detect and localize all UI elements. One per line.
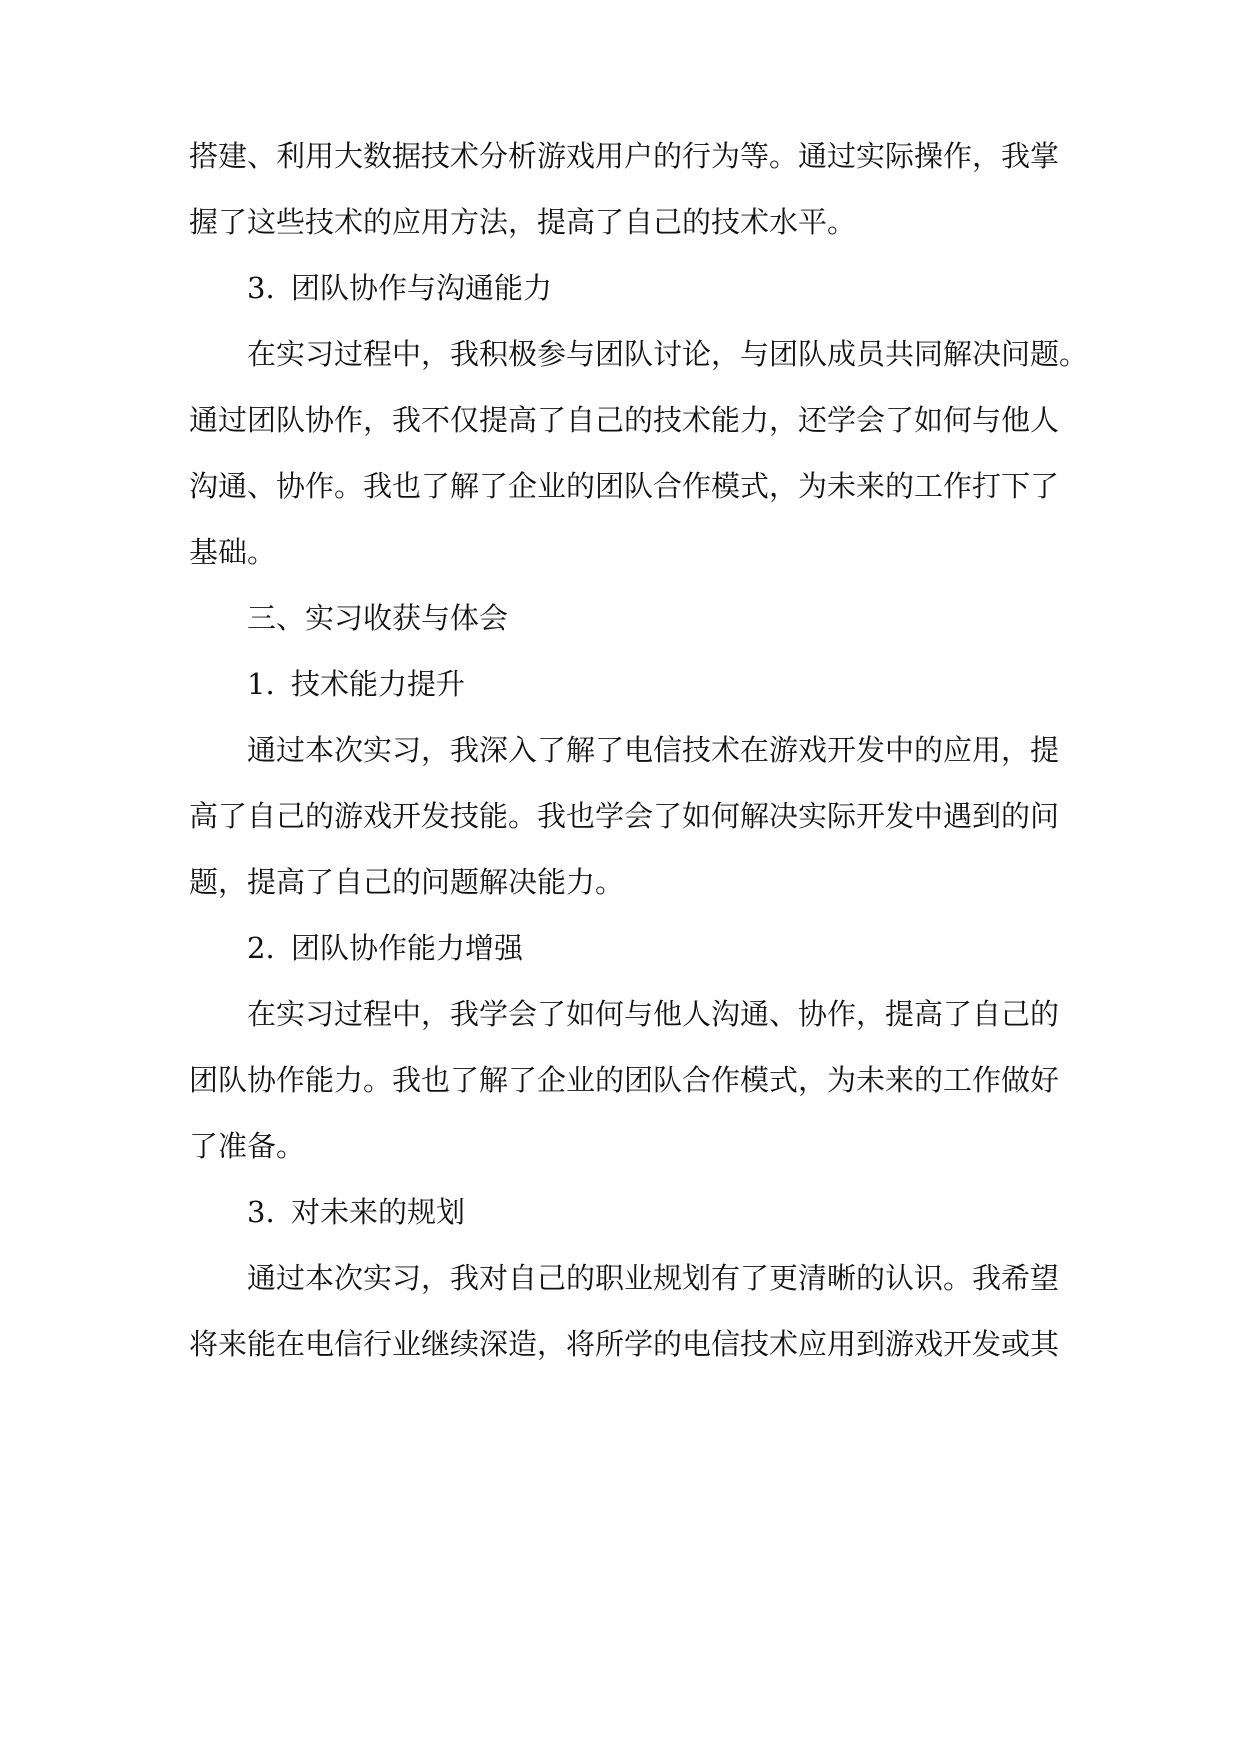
paragraph-line: 基础。 <box>189 535 277 569</box>
paragraph-line: 在实习过程中，我学会了如何与他人沟通、协作，提高了自己的 <box>247 997 1060 1031</box>
heading-number: 2. <box>247 931 275 965</box>
paragraph-line: 搭建、利用大数据技术分析游戏用户的行为等。通过实际操作，我掌 <box>189 139 1060 173</box>
paragraph-line: 通过团队协作，我不仅提高了自己的技术能力，还学会了如何与他人 <box>189 403 1060 437</box>
section-heading <box>247 1192 1117 1232</box>
heading-number: 3. <box>247 1195 275 1229</box>
heading-text: 团队协作与沟通能力 <box>291 271 553 305</box>
heading-text: 对未来的规划 <box>291 1195 466 1229</box>
heading-text: 团队协作能力增强 <box>291 931 524 965</box>
section-heading <box>247 664 1117 704</box>
paragraph-line: 沟通、协作。我也了解了企业的团队合作模式，为未来的工作打下了 <box>189 469 1060 503</box>
paragraph-line: 通过本次实习，我深入了解了电信技术在游戏开发中的应用，提 <box>247 733 1060 767</box>
paragraph-line: 握了这些技术的应用方法，提高了自己的技术水平。 <box>189 205 857 239</box>
heading-text: 技术能力提升 <box>291 667 466 701</box>
paragraph-line: 题，提高了自己的问题解决能力。 <box>189 865 625 899</box>
heading-number: 3. <box>247 271 275 305</box>
section-heading <box>247 928 1117 968</box>
paragraph-line: 将来能在电信行业继续深造，将所学的电信技术应用到游戏开发或其 <box>189 1327 1060 1361</box>
section-heading <box>247 268 1117 308</box>
paragraph-line: 了准备。 <box>189 1129 306 1163</box>
heading-number: 1. <box>247 667 275 701</box>
paragraph-line: 在实习过程中，我积极参与团队讨论，与团队成员共同解决问题。 <box>247 337 1089 371</box>
chapter-heading: 三、实习收获与体会 <box>247 601 509 635</box>
paragraph-line: 高了自己的游戏开发技能。我也学会了如何解决实际开发中遇到的问 <box>189 799 1060 833</box>
paragraph-line: 通过本次实习，我对自己的职业规划有了更清晰的认识。我希望 <box>247 1261 1060 1295</box>
paragraph-line: 团队协作能力。我也了解了企业的团队合作模式，为未来的工作做好 <box>189 1063 1060 1097</box>
